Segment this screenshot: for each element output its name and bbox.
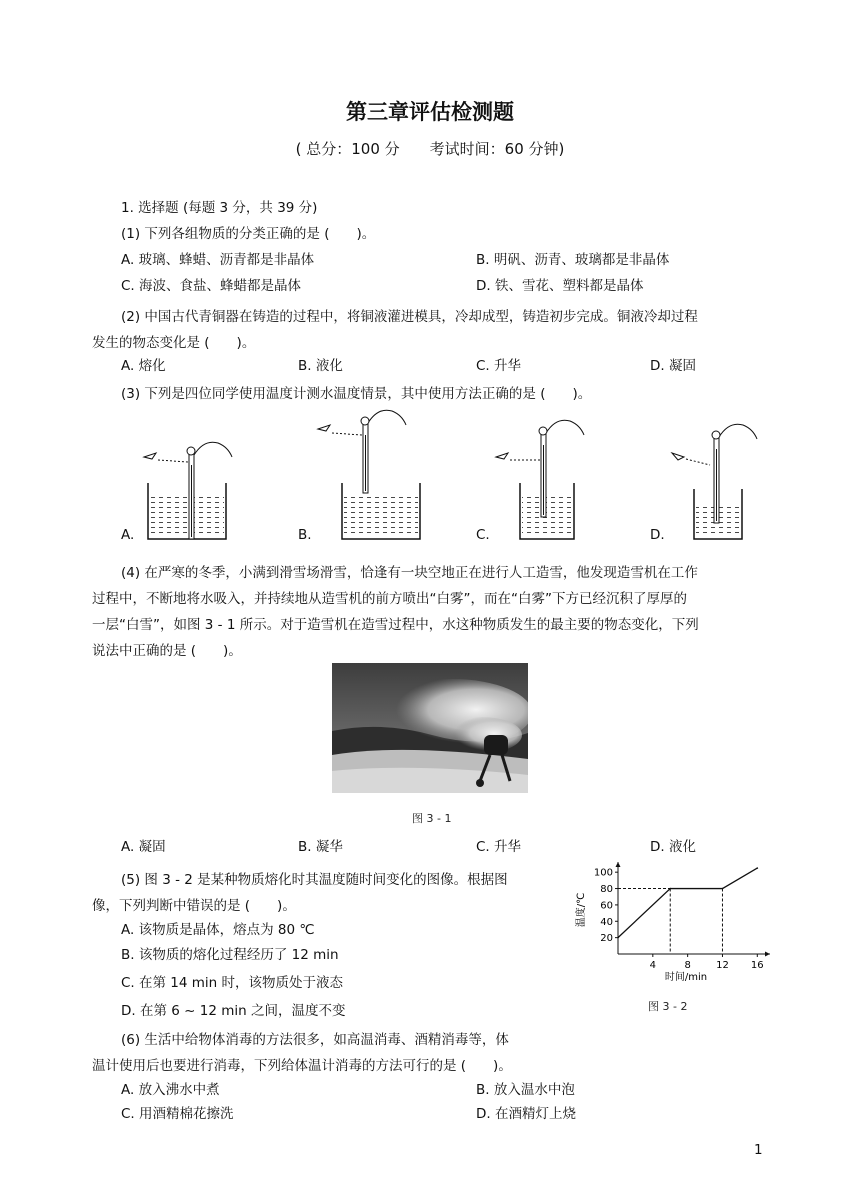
x-tick-label-3: 16 [750, 960, 764, 971]
series-line-temperature [618, 868, 757, 938]
y-tick-label-1: 40 [600, 916, 613, 928]
q5-option-b: B. 该物质的熔化过程经历了 12 min [121, 947, 339, 963]
y-axis-arrow [616, 862, 621, 867]
y-tick-label-4: 100 [593, 867, 613, 879]
q5-option-c: C. 在第 14 min 时，该物质处于液态 [121, 975, 344, 991]
page-number: 1 [754, 1142, 763, 1158]
series-point-1 [669, 888, 671, 890]
q6-option-a: A. 放入沸水中煮 [121, 1082, 220, 1098]
q5-line2: 像，下列判断中错误的是 ( )。 [92, 898, 296, 914]
figure-b-thermometer-in-beaker [318, 410, 420, 539]
x-tick-label-2: 12 [716, 960, 729, 971]
q4-line2: 过程中，不断地将水吸入，并持续地从造雪机的前方喷出“白雾”，而在“白雾”下方已经沉积了厚厚的 [92, 591, 687, 607]
page-subtitle: ( 总分：100 分 考试时间：60 分钟) [295, 140, 565, 158]
q3-label-a: A. [121, 527, 135, 543]
q2-option-a: A. 熔化 [121, 358, 166, 374]
q4-option-c: C. 升华 [476, 839, 522, 855]
q4-line3: 一层“白雪”，如图 3 - 1 所示。对于造雪机在造雪过程中，水这种物质发生的最主要的物态变化，下列 [92, 617, 699, 633]
melting-curve-chart [574, 858, 774, 986]
q1-stem: (1) 下列各组物质的分类正确的是 ( )。 [121, 226, 376, 242]
section-heading: 1. 选择题 (每题 3 分，共 39 分) [121, 200, 318, 216]
q3-label-b: B. [298, 527, 312, 543]
q1-option-a: A. 玻璃、蜂蜡、沥青都是非晶体 [121, 252, 315, 268]
q6-option-c: C. 用酒精棉花擦洗 [121, 1106, 234, 1122]
q1-option-b: B. 明矾、沥青、玻璃都是非晶体 [476, 252, 670, 268]
x-tick-label-1: 8 [684, 960, 691, 971]
q2-option-c: C. 升华 [476, 358, 522, 374]
q2-option-d: D. 凝固 [650, 358, 696, 374]
q4-option-a: A. 凝固 [121, 839, 166, 855]
q6-line1: (6) 生活中给物体消毒的方法很多，如高温消毒、酒精消毒等，体 [121, 1032, 509, 1048]
q4-line1: (4) 在严寒的冬季，小满到滑雪场滑雪，恰逢有一块空地正在进行人工造雪，他发现造雪机在工作 [121, 565, 698, 581]
q6-option-d: D. 在酒精灯上烧 [476, 1106, 576, 1122]
figure-d-thermometer-in-beaker [672, 424, 757, 539]
x-axis-arrow [765, 952, 770, 957]
q5-line1: (5) 图 3 - 2 是某种物质熔化时其温度随时间变化的图像。根据图 [121, 872, 508, 888]
snow-machine-photo [332, 663, 528, 793]
q2-option-b: B. 液化 [298, 358, 343, 374]
q5-option-d: D. 在第 6 ~ 12 min 之间，温度不变 [121, 1003, 346, 1019]
q1-option-c: C. 海波、食盐、蜂蜡都是晶体 [121, 278, 302, 294]
figure-3-2-caption: 图 3 - 2 [648, 1000, 688, 1013]
series-point-3 [756, 867, 758, 869]
y-tick-label-3: 80 [600, 884, 613, 896]
q3-label-d: D. [650, 527, 665, 543]
q5-option-a: A. 该物质是晶体，熔点为 80 ℃ [121, 922, 315, 938]
y-tick-label-2: 60 [600, 900, 613, 912]
y-axis-label: 温度/℃ [576, 892, 587, 928]
thermometer-illustrations [110, 405, 770, 550]
q3-stem: (3) 下列是四位同学使用温度计测水温度情景，其中使用方法正确的是 ( )。 [121, 386, 592, 402]
series-point-2 [722, 888, 724, 890]
q6-option-b: B. 放入温水中泡 [476, 1082, 575, 1098]
figure-a-thermometer-in-beaker [144, 442, 232, 539]
q4-line4: 说法中正确的是 ( )。 [92, 643, 242, 659]
q6-line2: 温计使用后也要进行消毒，下列给体温计消毒的方法可行的是 ( )。 [92, 1058, 512, 1074]
figure-c-thermometer-in-beaker [496, 420, 584, 539]
q4-option-d: D. 液化 [650, 839, 696, 855]
q3-label-c: C. [476, 527, 490, 543]
q2-stem-line2: 发生的物态变化是 ( )。 [92, 335, 256, 351]
y-tick-label-0: 20 [600, 933, 613, 945]
q1-option-d: D. 铁、雪花、塑料都是晶体 [476, 278, 644, 294]
page-title: 第三章评估检测题 [346, 100, 514, 124]
q4-option-b: B. 凝华 [298, 839, 343, 855]
q2-stem-line1: (2) 中国古代青铜器在铸造的过程中，将铜液灌进模具，冷却成型，铸造初步完成。铜液冷却过程 [121, 309, 698, 325]
series-point-0 [617, 937, 619, 939]
x-axis-label: 时间/min [664, 972, 708, 983]
figure-3-1-caption: 图 3 - 1 [412, 812, 452, 825]
x-tick-label-0: 4 [649, 960, 657, 971]
